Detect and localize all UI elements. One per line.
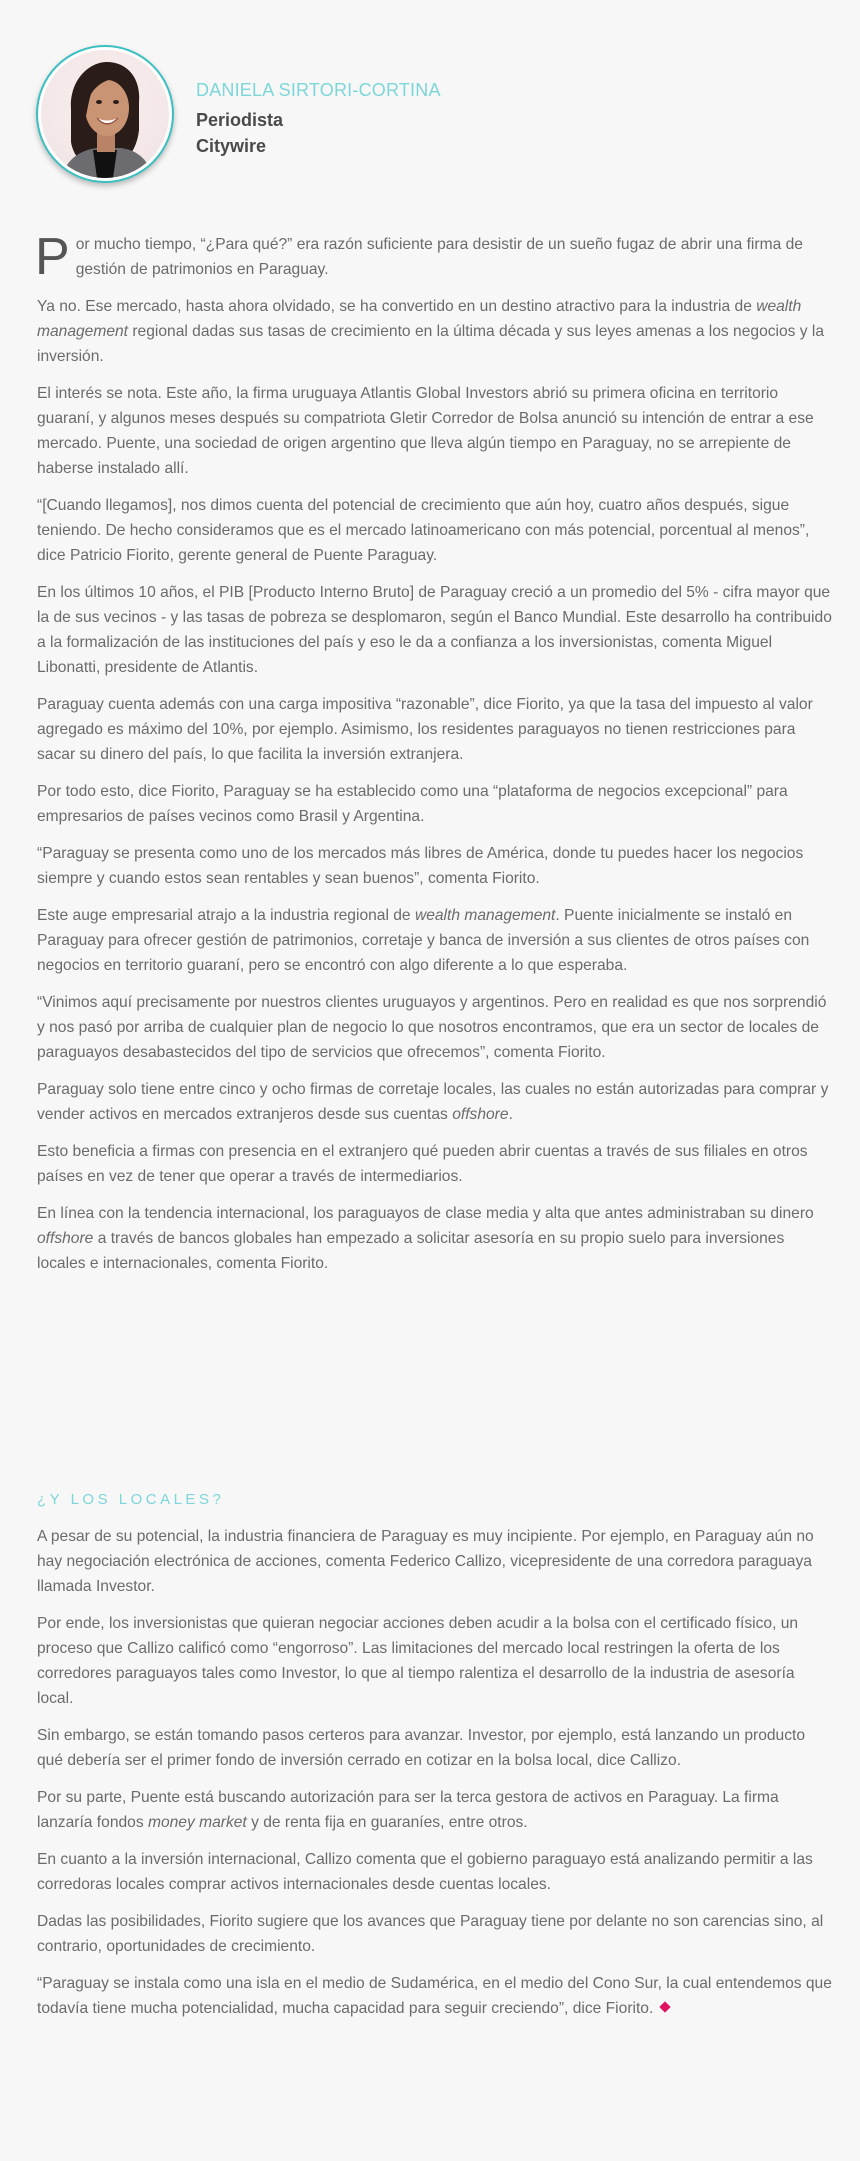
section-heading: ¿Y LOS LOCALES?	[37, 1491, 225, 1508]
author-role: Periodista	[196, 109, 284, 130]
author-photo-icon	[41, 50, 169, 178]
article-paragraph: Dadas las posibilidades, Fiorito sugiere que los avances que Paraguay tiene por delante no son carencias sino, al contrario, oportunidades de crecimiento.	[37, 1913, 824, 1955]
article-paragraph: “[Cuando llegamos], nos dimos cuenta del potencial de crecimiento que aún hoy, cuatro años después, sigue teniendo. De hecho consideramos que es el mercado latinoamericano con más potencial, porcentual al menos”, dice Patricio Fiorito, gerente general de Puente Paraguay.	[37, 497, 810, 564]
article-paragraph: Por ende, los inversionistas que quieran negociar acciones deben acudir a la bolsa con el certificado físico, un proceso que Callizo calificó como “engorroso”. Las limitaciones del mercado local restringen la oferta de los corredores paraguayos tales como Investor, lo que al tiempo ralentiza el desarrollo de la industria de asesoría local.	[37, 1615, 799, 1707]
article-paragraph: Por su parte, Puente está buscando autorización para ser la terca gestora de activos en Paraguay. La firma lanzaría fondos money market y de renta fija en guaraníes, entre otros.	[37, 1789, 779, 1831]
drop-cap: P	[35, 228, 70, 286]
author-byline	[36, 45, 441, 183]
article-paragraph: “Paraguay se presenta como uno de los mercados más libres de América, donde tu puedes hacer los negocios siempre y cuando estos sean rentables y sean buenos”, comenta Fiorito.	[37, 845, 804, 887]
article-paragraph: Ya no. Ese mercado, hasta ahora olvidado, se ha convertido en un destino atractivo para la industria de wealth management regional dadas sus tasas de crecimiento en la última década y sus leyes amenas a los negocios y la inversión.	[37, 298, 825, 365]
section-locales	[37, 1487, 832, 2033]
article-paragraph: Paraguay solo tiene entre cinco y ocho firmas de corretaje locales, las cuales no están autorizadas para comprar y vender activos en mercados extranjeros desde sus cuentas offshore.	[37, 1081, 829, 1123]
article-body	[35, 228, 832, 1288]
author-name: DANIELA SIRTORI-CORTINA	[196, 79, 441, 100]
article-paragraph: “Paraguay se instala como una isla en el medio de Sudamérica, en el medio del Cono Sur, la cual entendemos que todavía tiene mucha potencialidad, mucha capacidad para seguir creciendo”, dice Fiorito.	[37, 1975, 832, 2017]
article-paragraph: Por todo esto, dice Fiorito, Paraguay se ha establecido como una “plataforma de negocios excepcional” para empresarios de países vecinos como Brasil y Argentina.	[37, 783, 788, 825]
author-info	[196, 80, 441, 159]
author-avatar	[36, 45, 174, 183]
author-organization: Citywire	[196, 135, 267, 156]
article-paragraph: Sin embargo, se están tomando pasos certeros para avanzar. Investor, por ejemplo, está lanzando un producto qué debería ser el primer fondo de inversión cerrado en cotizar en la bolsa local, dice Callizo.	[37, 1727, 806, 1769]
article-paragraph: Esto beneficia a firmas con presencia en el extranjero qué pueden abrir cuentas a través de sus filiales en otros países en vez de tener que operar a través de intermediarios.	[37, 1143, 808, 1185]
article-paragraph: Paraguay cuenta además con una carga impositiva “razonable”, dice Fiorito, ya que la tasa del impuesto al valor agregado es máximo del 10%, por ejemplo. Asimismo, los residentes paraguayos no tienen restricciones para sacar su dinero del país, lo que facilita la inversión extranjera.	[37, 696, 813, 763]
article-paragraph: “Vinimos aquí precisamente por nuestros clientes uruguayos y argentinos. Pero en realidad es que nos sorprendió y nos pasó por arriba de cualquier plan de negocio lo que nosotros encontramos, que era un sector de locales de paraguayos desabastecidos del tipo de servicios que ofrecemos”, comenta Fiorito.	[37, 994, 827, 1061]
article-paragraph: Por mucho tiempo, “¿Para qué?” era razón suficiente para desistir de un sueño fugaz de abrir una firma de gestión de patrimonios en Paraguay.	[35, 228, 803, 286]
article-paragraph: A pesar de su potencial, la industria financiera de Paraguay es muy incipiente. Por ejemplo, en Paraguay aún no hay negociación electrónica de acciones, comenta Federico Callizo, vicepresidente de una corredora paraguaya llamada Investor.	[37, 1528, 814, 1595]
article-paragraph: Este auge empresarial atrajo a la industria regional de wealth management. Puente inicialmente se instaló en Paraguay para ofrecer gestión de patrimonios, corretaje y banca de inversión a sus clientes de otros países con negocios en territorio guaraní, pero se encontró con algo diferente a lo que esperaba.	[37, 907, 810, 974]
article-paragraph: En cuanto a la inversión internacional, Callizo comenta que el gobierno paraguayo está analizando permitir a las corredoras locales comprar activos internacionales desde cuentas locales.	[37, 1851, 813, 1893]
article-paragraph: En línea con la tendencia internacional, los paraguayos de clase media y alta que antes administraban su dinero offshore a través de bancos globales han empezado a solicitar asesoría en su propio suelo para inversiones locales e internacionales, comenta Fiorito.	[37, 1205, 814, 1272]
diamond-end-mark-icon	[660, 2001, 671, 2012]
article-paragraph: El interés se nota. Este año, la firma uruguaya Atlantis Global Investors abrió su primera oficina en territorio guaraní, y algunos meses después su compatriota Gletir Corredor de Bolsa anunció su intención de entrar a ese mercado. Puente, una sociedad de origen argentino que lleva algún tiempo en Paraguay, no se arrepiente de haberse instalado allí.	[37, 385, 814, 477]
article-paragraph: En los últimos 10 años, el PIB [Producto Interno Bruto] de Paraguay creció a un promedio del 5% - cifra mayor que la de sus vecinos - y las tasas de pobreza se desplomaron, según el Banco Mundial. Este desarrollo ha contribuido a la formalización de las instituciones del país y eso le da a confianza a los inversionistas, comenta Miguel Libonatti, presidente de Atlantis.	[37, 584, 832, 676]
